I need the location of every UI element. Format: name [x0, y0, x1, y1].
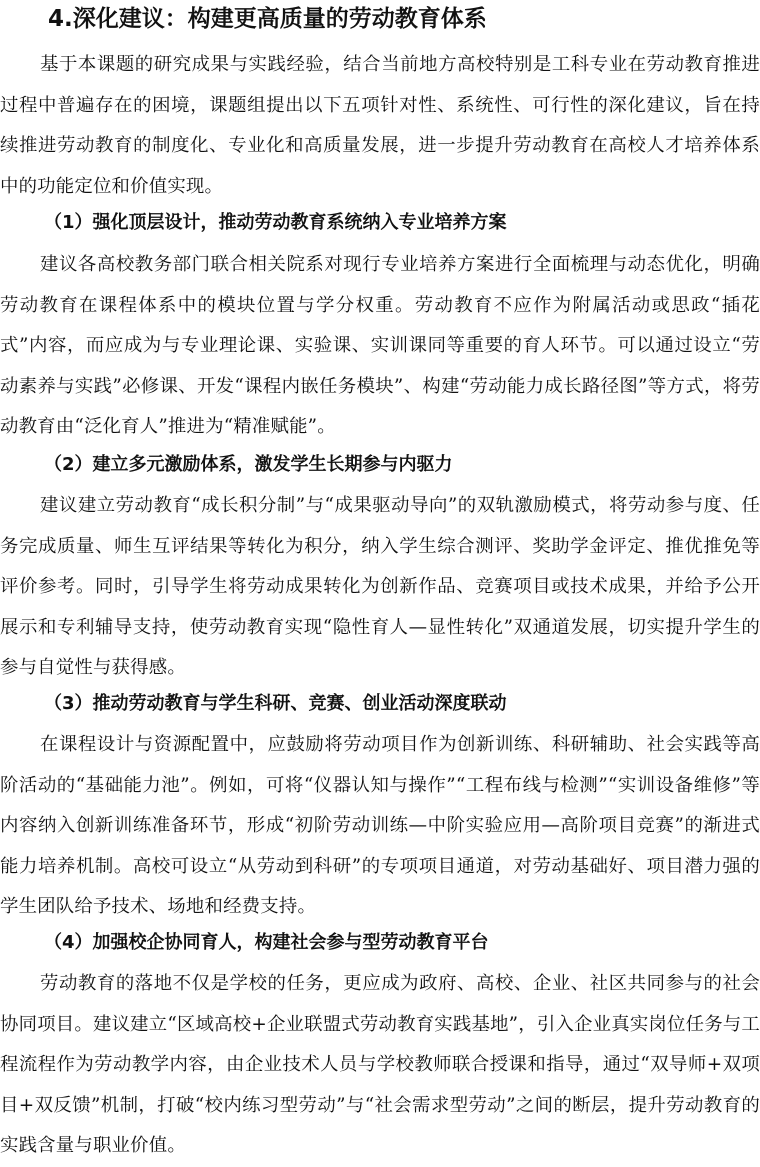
subheading-3: （3）推动劳动教育与学生科研、竞赛、创业活动深度联动 — [44, 693, 507, 714]
section-title: 4.深化建议：构建更高质量的劳动教育体系 — [48, 6, 487, 32]
paragraph-3: 在课程设计与资源配置中，应鼓励将劳动项目作为创新训练、科研辅助、社会实践等高阶活动的“基础能力池”。例如，可将“仪器认知与操作”“工程布线与检测”“实训设备维修”等内容纳入创新训练准备环节，形成“初阶劳动训练—中阶实验应用—高阶项目竞赛”的渐进式能力培养机制。高校可设立“从劳动到科研”的专项项目通道，对劳动基础好、项目潜力强的学生团队给予技术、场地和经费支持。 — [0, 734, 760, 917]
paragraph-4: 劳动教育的落地不仅是学校的任务，更应成为政府、高校、企业、社区共同参与的社会协同项目。建议建立“区域高校+企业联盟式劳动教育实践基地”，引入企业真实岗位任务与工程流程作为劳动教学内容，由企业技术人员与学校教师联合授课和指导，通过“双导师+双项目+双反馈”机制，打破“校内练习型劳动”与“社会需求型劳动”之间的断层，提升劳动教育的实践含量与职业价值。 — [0, 973, 760, 1156]
subheading-1: （1）强化顶层设计，推动劳动教育系统纳入专业培养方案 — [44, 212, 507, 233]
subheading-4: （4）加强校企协同育人，构建社会参与型劳动教育平台 — [44, 932, 489, 953]
paragraph-2: 建议建立劳动教育“成长积分制”与“成果驱动导向”的双轨激励模式，将劳动参与度、任务完成质量、师生互评结果等转化为积分，纳入学生综合测评、奖助学金评定、推优推免等评价参考。同时，引导学生将劳动成果转化为创新作品、竞赛项目或技术成果，并给予公开展示和专利辅导支持，使劳动教育实现“隐性育人—显性转化”双通道发展，切实提升学生的参与自觉性与获得感。 — [0, 495, 760, 678]
subheading-2: （2）建立多元激励体系，激发学生长期参与内驱力 — [44, 454, 453, 475]
intro-paragraph: 基于本课题的研究成果与实践经验，结合当前地方高校特别是工科专业在劳动教育推进过程中普遍存在的困境，课题组提出以下五项针对性、系统性、可行性的深化建议，旨在持续推进劳动教育的制度化、专业化和高质量发展，进一步提升劳动教育在高校人才培养体系中的功能定位和价值实现。 — [0, 54, 760, 197]
paragraph-1: 建议各高校教务部门联合相关院系对现行专业培养方案进行全面梳理与动态优化，明确劳动教育在课程体系中的模块位置与学分权重。劳动教育不应作为附属活动或思政“插花式”内容，而应成为与专业理论课、实验课、实训课同等重要的育人环节。可以通过设立“劳动素养与实践”必修课、开发“课程内嵌任务模块”、构建“劳动能力成长路径图”等方式，将劳动教育由“泛化育人”推进为“精准赋能”。 — [0, 254, 760, 437]
